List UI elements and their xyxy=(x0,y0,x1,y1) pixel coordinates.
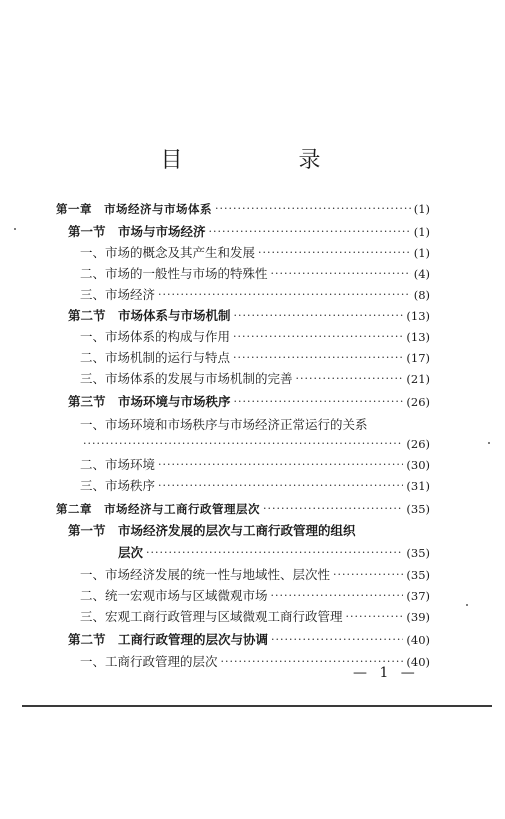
dot-leader xyxy=(83,436,403,452)
toc-page-number: (30) xyxy=(406,458,430,472)
bottom-rule xyxy=(22,705,492,707)
dot-leader xyxy=(346,609,404,625)
dot-leader xyxy=(333,567,403,583)
dot-leader xyxy=(234,394,404,410)
toc-page-number: (26) xyxy=(406,437,430,451)
dot-leader xyxy=(233,329,403,345)
toc-entry[interactable] xyxy=(68,519,430,539)
toc-entry[interactable] xyxy=(80,474,430,494)
toc-entry-title: 第一节 市场与市场经济 xyxy=(68,224,206,239)
toc-entry-title: 二、市场环境 xyxy=(80,457,156,472)
scan-speck xyxy=(488,442,490,444)
dot-leader xyxy=(158,457,403,473)
toc-entry[interactable] xyxy=(80,453,430,473)
toc-entry-title: 三、市场经济 xyxy=(80,287,156,302)
toc-entry-title: 一、市场的概念及其产生和发展 xyxy=(80,245,256,260)
toc-entry[interactable] xyxy=(80,346,430,366)
toc-entry[interactable] xyxy=(80,367,430,387)
toc-page-number: (4) xyxy=(413,267,430,281)
toc-entry[interactable] xyxy=(68,390,430,410)
toc-page-number: (26) xyxy=(406,395,430,409)
toc-entry[interactable] xyxy=(80,241,430,261)
toc-page-number: (17) xyxy=(406,351,430,365)
dot-leader xyxy=(215,201,411,217)
toc-entry-title: 一、市场环境和市场秩序与市场经济正常运行的关系 xyxy=(80,417,368,432)
toc-entry-title: 一、工商行政管理的层次 xyxy=(80,654,218,669)
toc-page-number: (13) xyxy=(406,330,430,344)
scan-speck xyxy=(14,228,16,230)
dot-leader xyxy=(263,501,403,517)
toc-page-number: (35) xyxy=(406,546,430,560)
toc-entry[interactable] xyxy=(68,220,430,240)
dot-leader xyxy=(209,224,411,240)
dot-leader xyxy=(271,588,404,604)
page-number: — 1 — xyxy=(353,665,419,681)
toc-page-number: (31) xyxy=(406,479,430,493)
scan-speck xyxy=(466,604,468,606)
page-title: 目 录 xyxy=(160,148,345,173)
dot-leader xyxy=(296,371,404,387)
toc-entry[interactable] xyxy=(68,304,430,324)
toc-entry-title: 三、市场秩序 xyxy=(80,478,156,493)
toc-entry[interactable] xyxy=(80,584,430,604)
dot-leader xyxy=(233,350,403,366)
toc-entry-title: 三、宏观工商行政管理与区域微观工商行政管理 xyxy=(80,609,343,624)
toc-entry[interactable] xyxy=(56,497,430,517)
toc-entry-title: 第二节 市场体系与市场机制 xyxy=(68,308,231,323)
toc-entry[interactable] xyxy=(80,605,430,625)
toc-entry[interactable] xyxy=(80,563,430,583)
toc-entry[interactable] xyxy=(80,413,430,433)
toc-entry[interactable] xyxy=(80,432,430,452)
toc-page-number: (39) xyxy=(406,610,430,624)
toc-entry-title: 第二节 工商行政管理的层次与协调 xyxy=(68,632,269,647)
toc-page-number: (13) xyxy=(406,309,430,323)
dot-leader xyxy=(271,266,411,282)
dot-leader xyxy=(234,308,404,324)
toc-entry-title: 第二章 市场经济与工商行政管理层次 xyxy=(56,502,260,516)
dot-leader xyxy=(158,478,403,494)
toc-entry[interactable] xyxy=(80,262,430,282)
toc-entry-title: 二、统一宏观市场与区域微观市场 xyxy=(80,588,268,603)
toc-page-number: (8) xyxy=(413,288,430,302)
toc-page-number: (40) xyxy=(406,655,430,669)
dot-leader xyxy=(158,287,411,303)
dot-leader xyxy=(258,245,411,261)
toc-entry[interactable] xyxy=(80,325,430,345)
toc-page-number: (1) xyxy=(413,202,430,216)
toc-page-number: (1) xyxy=(413,246,430,260)
toc-entry[interactable] xyxy=(80,283,430,303)
toc-entry[interactable] xyxy=(68,628,430,648)
toc-entry-title: 第一章 市场经济与市场体系 xyxy=(56,202,212,216)
toc-page-number: (40) xyxy=(406,633,430,647)
toc-page-number: (21) xyxy=(406,372,430,386)
toc-page-number: (37) xyxy=(406,589,430,603)
toc-entry-title: 三、市场体系的发展与市场机制的完善 xyxy=(80,371,293,386)
toc-entry-title: 第三节 市场环境与市场秩序 xyxy=(68,394,231,409)
toc-entry-title: 二、市场机制的运行与特点 xyxy=(80,350,231,365)
toc-page-number: (1) xyxy=(413,225,430,239)
toc-entry[interactable] xyxy=(56,197,430,217)
toc-entry-title: 第一节 市场经济发展的层次与工商行政管理的组织 xyxy=(68,523,356,538)
toc-entry-title: 二、市场的一般性与市场的特殊性 xyxy=(80,266,268,281)
toc-entry[interactable] xyxy=(118,541,430,561)
toc-entry-title: 层次 xyxy=(118,545,144,560)
toc-entry-title: 一、市场经济发展的统一性与地域性、层次性 xyxy=(80,567,331,582)
dot-leader xyxy=(146,545,403,561)
dot-leader xyxy=(271,632,403,648)
toc-page-number: (35) xyxy=(406,502,430,516)
toc-page-number: (35) xyxy=(406,568,430,582)
toc-entry-title: 一、市场体系的构成与作用 xyxy=(80,329,231,344)
